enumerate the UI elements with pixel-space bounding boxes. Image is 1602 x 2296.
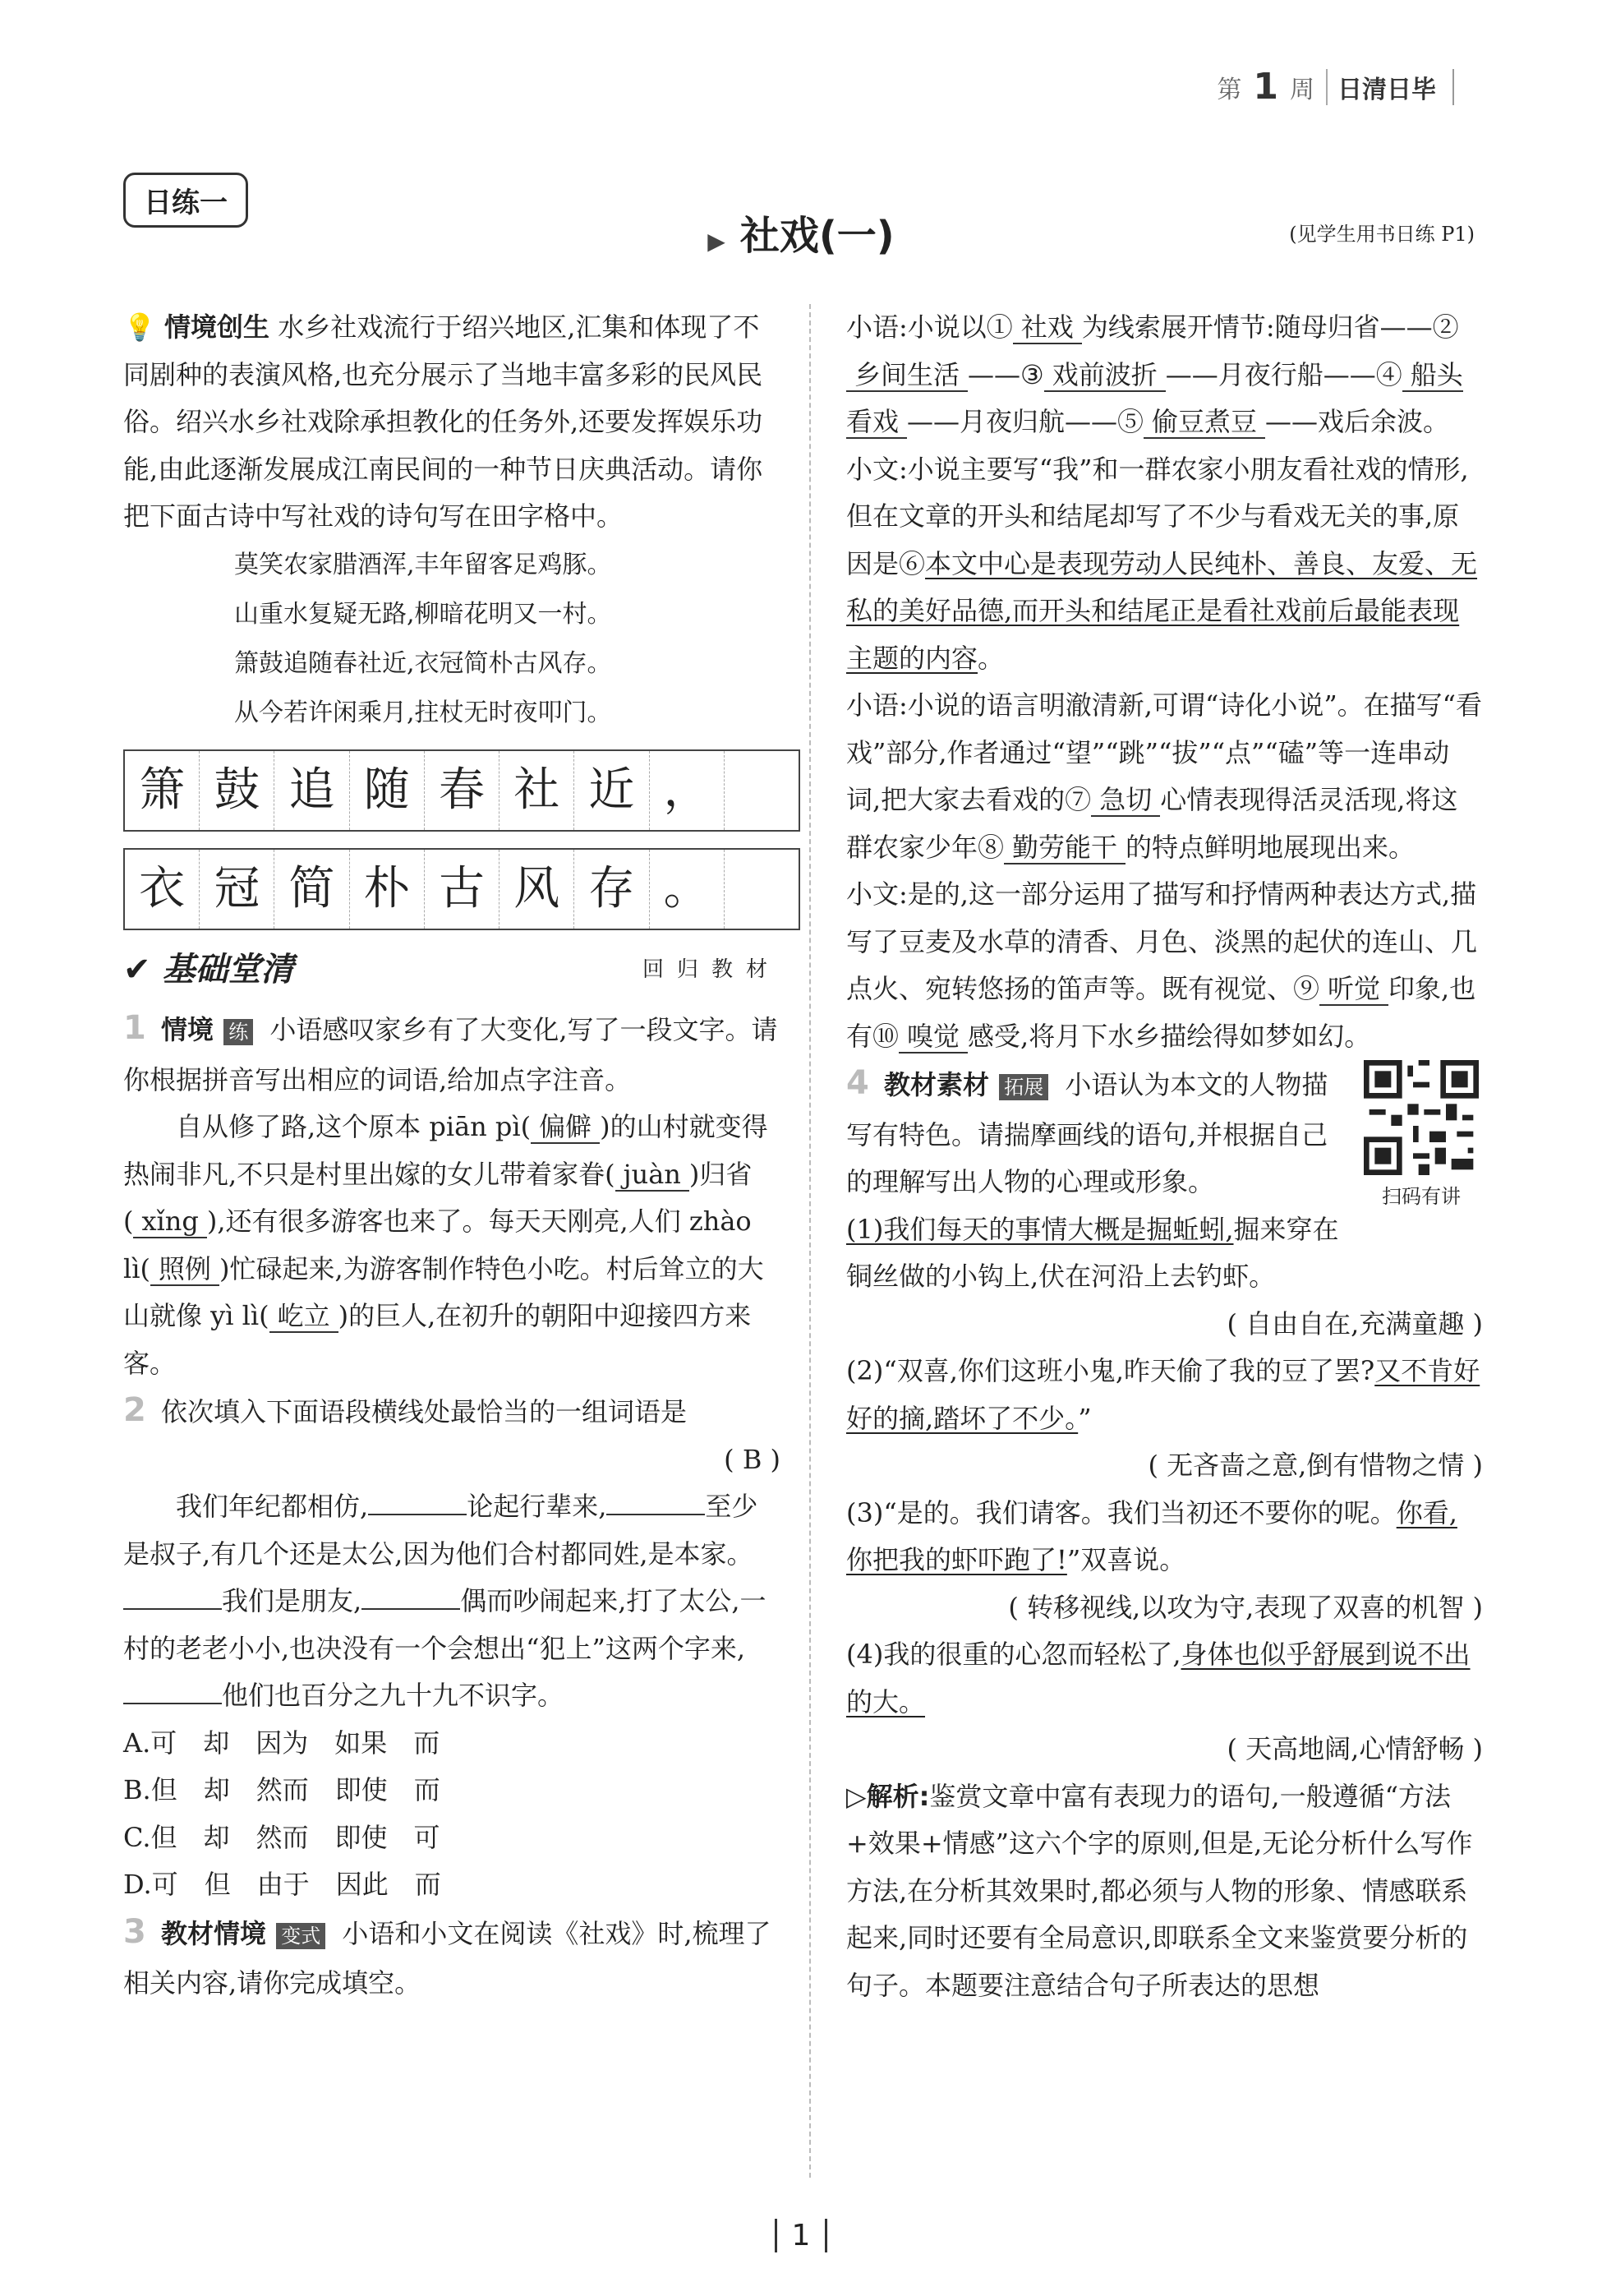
- q3-row-1: 小语:小说以① 社戏 为线索展开情节:随母归省——②乡间生活 ——③ 戏前波折 ——月夜行船——④ 船头看戏 ——月夜归航——⑤ 偷豆煮豆 ——戏后余波。: [846, 311, 1463, 437]
- week-header: [1217, 66, 1454, 108]
- blank-line: [123, 1584, 222, 1610]
- qr-code[interactable]: [1360, 1060, 1483, 1210]
- q1-answer-5: 屹立: [269, 1300, 338, 1333]
- blank-line: [361, 1584, 460, 1610]
- q1-passage: 自从修了路,这个原本 piān pì( 偏僻 )的山村就变得热闹非凡,不只是村里出嫁的女儿带着家眷( juàn )归省( xǐng ),还有很多游客也来了。每天天刚亮,人们 zhào lì( 照例 )忙碌起来,为游客制作特色小吃。村后耸立的大山就像 yì lì( 屹立 )的巨人,在初升的朝阳中迎接四方来客。: [123, 1111, 768, 1379]
- q3-answer-7: 急切: [1091, 784, 1160, 817]
- q4-answer-2: ( 无吝啬之意,倒有惜物之情 ): [1148, 1450, 1483, 1481]
- q3-row-2: 小文:小说主要写“我”和一群农家小朋友看社戏的情形,但在文章的开头和结尾却写了不少与看戏无关的事,原因是⑥本文中心是表现劳动人民纯朴、善良、友爱、无私的美好品德,而开头和结尾正是看社戏前后最能表现主题的内容。: [846, 453, 1478, 674]
- q4-answer-1: ( 自由自在,充满童趣 ): [1227, 1307, 1483, 1339]
- intro-paragraph: [123, 304, 780, 541]
- q3-answer-6: 本文中心是表现劳动人民纯朴、善良、友爱、无私的美好品德,而开头和结尾正是看社戏前后最能表现主题的内容: [846, 547, 1478, 674]
- poem-line: 莫笑农家腊酒浑,丰年留客足鸡豚。: [234, 550, 612, 579]
- column-divider: [809, 304, 811, 2178]
- q2-text: 依次填入下面语段横线处最恰当的一组词语是: [161, 1396, 688, 1427]
- week-suffix: 周: [1290, 75, 1314, 104]
- week-prefix: 第: [1217, 75, 1242, 104]
- q3-answer-10: 嗅觉: [899, 1021, 968, 1053]
- writing-grid: [123, 749, 780, 930]
- q4-item-1: (1)我们每天的事情大概是掘蚯蚓,掘来穿在铜丝做的小钩上,伏在河沿上去钓虾。: [846, 1213, 1339, 1292]
- section-sub: 回归教材: [642, 957, 780, 982]
- section-header: [123, 947, 780, 994]
- grid-cell: 古: [425, 850, 499, 929]
- q4-label: 教材素材: [884, 1069, 990, 1100]
- grid-cell-empty: [725, 751, 799, 830]
- q1-answer-2: juàn: [615, 1159, 689, 1192]
- grid-cell: 。: [650, 850, 725, 929]
- grid-cell: 箫: [125, 751, 200, 830]
- poem-line: 从今若许闲乘月,拄杖无时夜叩门。: [234, 698, 612, 727]
- q1-answer-3: xǐng: [133, 1206, 206, 1238]
- week-number: 1: [1253, 66, 1278, 108]
- q1-text: 小语感叹家乡有了大变化,写了一段文字。请你根据拼音写出相应的词语,给加点字注音。: [123, 1014, 778, 1095]
- q4-block: [846, 1060, 1483, 1206]
- q1-answer-1: 偏僻: [531, 1111, 600, 1144]
- q1-label: 情境: [161, 1014, 214, 1045]
- title-text: 社戏(一): [739, 213, 895, 259]
- blank-line: [606, 1489, 705, 1515]
- analysis-text: 鉴赏文章中富有表现力的语句,一般遵循“方法+效果+情感”这六个字的原则,但是,无论分析什么写作方法,在分析其效果时,都必须与人物的形象、情感联系起来,同时还要有全局意识,即联系全文来鉴赏要分析的句子。本题要注意结合句子所表达的思想: [846, 1780, 1473, 2001]
- right-column: [846, 304, 1483, 2009]
- poem-line: 箫鼓追随春社近,衣冠简朴古风存。: [234, 648, 612, 678]
- q2-number: 2: [123, 1391, 146, 1429]
- q3-answer-8: 勤劳能干: [1004, 832, 1126, 864]
- q2-option-b: B.但 却 然而 即使 而: [123, 1774, 440, 1805]
- grid-cell: 风: [499, 850, 574, 929]
- qr-code-icon[interactable]: [1364, 1060, 1479, 1175]
- grid-cell: 存: [574, 850, 649, 929]
- q4-item-3: (3)“是的。我们请客。我们当初还不要你的呢。你看,你把我的虾吓跑了!”双喜说。: [846, 1496, 1457, 1575]
- q2-prompt: [123, 1387, 780, 1436]
- reference-note: (见学生用书日练 P1): [1289, 223, 1475, 246]
- q3-answer-3: 戏前波折: [1044, 359, 1166, 392]
- q4-number: 4: [846, 1064, 869, 1102]
- q4-item-2: (2)“双喜,你们这班小鬼,昨天偷了我的豆了罢?又不肯好好的摘,踏坏了不少。”: [846, 1355, 1480, 1434]
- q3-answer-5: 偷豆煮豆: [1144, 406, 1265, 439]
- q2-answer: ( B ): [724, 1443, 780, 1475]
- intro-text: 水乡社戏流行于绍兴地区,汇集和体现了不同剧种的表演风格,也充分展示了当地丰富多彩的民风民俗。绍兴水乡社戏除承担教化的任务外,还要发挥娱乐功能,由此逐渐发展成江南民间的一种节日庆典活动。请你把下面古诗中写社戏的诗句写在田字格中。: [123, 311, 763, 532]
- q4-item-4: (4)我的很重的心忽而轻松了,身体也似乎舒展到说不出的大。: [846, 1639, 1471, 1717]
- q3-tag: 变式: [276, 1923, 325, 1949]
- q1-tag: 练: [223, 1019, 253, 1045]
- q3-row-4: 小文:是的,这一部分运用了描写和抒情两种表达方式,描写了豆麦及水草的清香、月色、淡黑的起伏的连山、几点火、宛转悠扬的笛声等。既有视觉、⑨ 听觉 印象,也有⑩ 嗅觉 感受,将月下水乡描绘得如梦如幻。: [846, 878, 1478, 1052]
- grid-cell: 随: [350, 751, 425, 830]
- header-divider: [1452, 69, 1454, 105]
- q3-text: 小语和小文在阅读《社戏》时,梳理了相关内容,请你完成填空。: [123, 1917, 771, 1999]
- grid-cell-empty: [725, 850, 799, 929]
- q3-number: 3: [123, 1912, 146, 1951]
- q4-answer-4: ( 天高地阔,心情舒畅 ): [1227, 1733, 1483, 1764]
- q1-number: 1: [123, 1009, 146, 1047]
- poem: [123, 541, 780, 738]
- q4-tag: 拓展: [999, 1074, 1048, 1100]
- q3-answer-4: 船头看戏: [846, 358, 1463, 437]
- grid-cell: 近: [574, 751, 649, 830]
- page-number: 1: [0, 2219, 1602, 2252]
- daily-practice-badge: 日练一: [123, 173, 248, 228]
- q2-option-c: C.但 却 然而 即使 可: [123, 1821, 440, 1853]
- q3-prompt: [123, 1909, 780, 2008]
- q2-option-a: A.可 却 因为 如果 而: [123, 1727, 440, 1759]
- q1-prompt: [123, 1005, 780, 1104]
- grid-row-2: [123, 848, 800, 930]
- grid-cell: 简: [274, 850, 349, 929]
- brand-label: 日清日毕: [1326, 69, 1436, 105]
- q3-answer-2: 乡间生活: [846, 359, 968, 392]
- grid-cell: 追: [274, 751, 349, 830]
- title-arrow-icon: ▶: [707, 228, 725, 255]
- analysis: [846, 1773, 1483, 2010]
- q3-answer-9: 听觉: [1319, 973, 1388, 1006]
- q1-answer-4: 照例: [150, 1253, 219, 1286]
- blank-line: [368, 1489, 467, 1515]
- q3-answer-1: 社戏: [1013, 311, 1082, 344]
- q2-passage: 我们年纪都相仿, 论起行辈来, 至少是叔子,有几个还是太公,因为他们合村都同姓,是本家。我们是朋友, 偶而吵闹起来,打了太公,一村的老老小小,也决没有一个会想出“犯上”这两个字来,他们也百分之九十九不识字。: [123, 1491, 766, 1711]
- bulb-icon: 💡: [123, 311, 156, 343]
- intro-label: 情境创生: [164, 311, 270, 343]
- grid-cell: ，: [650, 751, 725, 830]
- blank-line: [123, 1678, 222, 1704]
- q4-text: 小语认为本文的人物描写有特色。请揣摩画线的语句,并根据自己的理解写出人物的心理或形象。: [846, 1069, 1328, 1197]
- grid-cell: 社: [499, 751, 574, 830]
- grid-cell: 衣: [125, 850, 200, 929]
- qr-label: 扫码有讲: [1382, 1185, 1461, 1208]
- analysis-label: 解析:: [866, 1780, 930, 1812]
- play-icon: ▷: [846, 1780, 867, 1812]
- grid-cell: 冠: [200, 850, 274, 929]
- left-column: [123, 304, 780, 2008]
- grid-cell: 春: [425, 751, 499, 830]
- q4-answer-3: ( 转移视线,以攻为守,表现了双喜的机智 ): [1008, 1591, 1483, 1623]
- grid-cell: 朴: [350, 850, 425, 929]
- check-icon: ✔: [123, 950, 163, 989]
- q3-label: 教材情境: [161, 1917, 267, 1949]
- section-name: ✔ 基础堂清: [123, 950, 294, 989]
- grid-row-1: [123, 749, 800, 832]
- q2-option-d: D.可 但 由于 因此 而: [123, 1869, 441, 1900]
- poem-line: 山重水复疑无路,柳暗花明又一村。: [234, 599, 612, 629]
- q3-row-3: 小语:小说的语言明澈清新,可谓“诗化小说”。在描写“看戏”部分,作者通过“望”“跳”“拔”“点”“磕”等一连串动词,把大家去看戏的⑦ 急切 心情表现得活灵活现,将这群农家少年⑧ 勤劳能干 的特点鲜明地展现出来。: [846, 689, 1483, 863]
- grid-cell: 鼓: [200, 751, 274, 830]
